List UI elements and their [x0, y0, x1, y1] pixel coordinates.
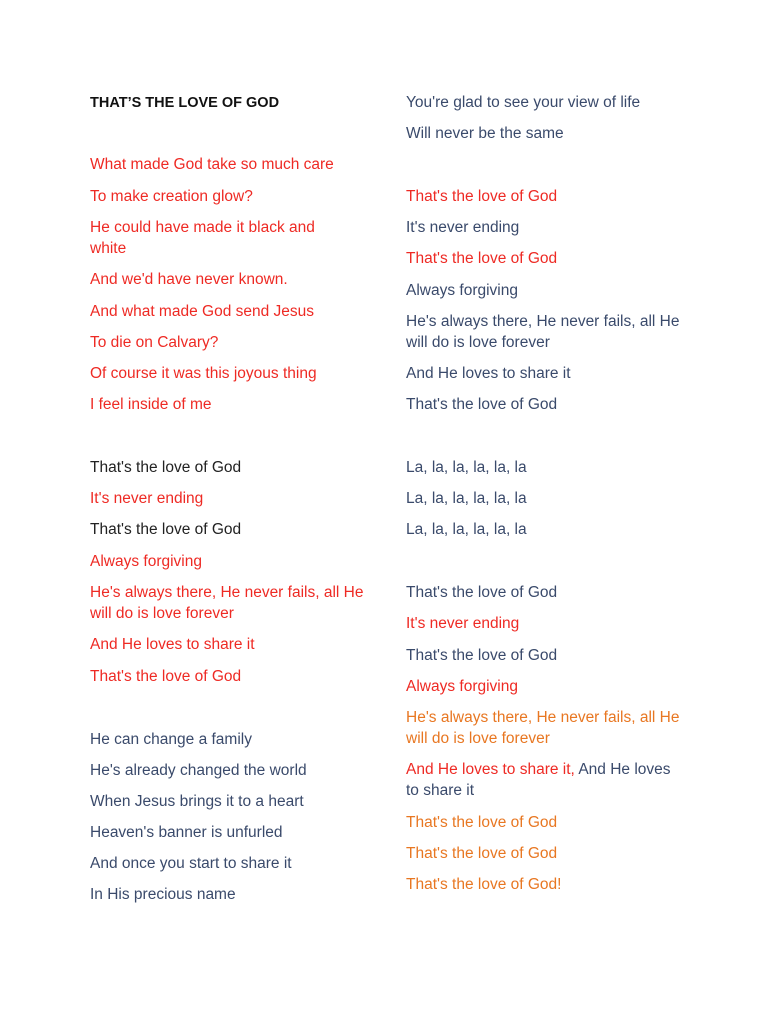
lyric-line: That's the love of God!: [406, 876, 562, 893]
lyric-line: And once you start to share it: [90, 855, 292, 872]
lyric-line: That's the love of God: [406, 814, 558, 831]
lyric-line: He could have made it black and white: [90, 219, 315, 257]
lyric-line: Always forgiving: [406, 282, 518, 299]
lyric-fragment: And He loves to share it,: [406, 761, 575, 778]
lyric-line: You're glad to see your view of life: [406, 94, 641, 111]
lyric-line: He's always there, He never fails, all He will do is love forever: [90, 584, 364, 622]
lyric-line: In His precious name: [90, 886, 236, 903]
lyric-line: To make creation glow?: [90, 188, 253, 205]
lyric-line: It's never ending: [90, 490, 204, 507]
lyric-line: La, la, la, la, la, la: [406, 521, 527, 538]
lyric-line: That's the love of God: [90, 459, 242, 476]
lyric-line: What made God take so much care: [90, 156, 334, 173]
lyric-fragment: And He loves to share it: [406, 761, 671, 799]
lyric-line: He can change a family: [90, 731, 252, 748]
lyric-line: Heaven's banner is unfurled: [90, 824, 283, 841]
lyric-line: To die on Calvary?: [90, 334, 219, 351]
lyric-line: That's the love of God: [406, 250, 558, 267]
lyric-line-mixed: [406, 760, 681, 801]
lyric-line: That's the love of God: [406, 396, 558, 413]
lyric-line: That's the love of God: [406, 188, 558, 205]
lyric-line: Always forgiving: [406, 678, 518, 695]
lyric-line: That's the love of God: [90, 668, 242, 685]
song-title: THAT’S THE LOVE OF GOD: [90, 95, 280, 111]
lyric-line: That's the love of God: [406, 647, 558, 664]
lyric-line: La, la, la, la, la, la: [406, 459, 527, 476]
lyric-line: That's the love of God: [90, 521, 242, 538]
lyric-line: When Jesus brings it to a heart: [90, 793, 304, 810]
lyric-line: And we'd have never known.: [90, 271, 288, 288]
lyric-line: And He loves to share it: [406, 365, 571, 382]
lyric-line: That's the love of God: [406, 845, 558, 862]
lyric-line: Of course it was this joyous thing: [90, 365, 317, 382]
lyric-line: It's never ending: [406, 615, 520, 632]
lyric-line: And He loves to share it: [90, 636, 255, 653]
lyric-line: La, la, la, la, la, la: [406, 490, 527, 507]
lyric-line: It's never ending: [406, 219, 520, 236]
lyric-line: And what made God send Jesus: [90, 303, 315, 320]
lyric-line: He's already changed the world: [90, 762, 307, 779]
lyric-line: I feel inside of me: [90, 396, 212, 413]
lyric-line: Will never be the same: [406, 125, 564, 142]
lyric-line: That's the love of God: [406, 584, 558, 601]
lyric-line: He's always there, He never fails, all He will do is love forever: [406, 709, 680, 747]
lyric-line: He's always there, He never fails, all He will do is love forever: [406, 313, 680, 351]
lyric-line: Always forgiving: [90, 553, 202, 570]
